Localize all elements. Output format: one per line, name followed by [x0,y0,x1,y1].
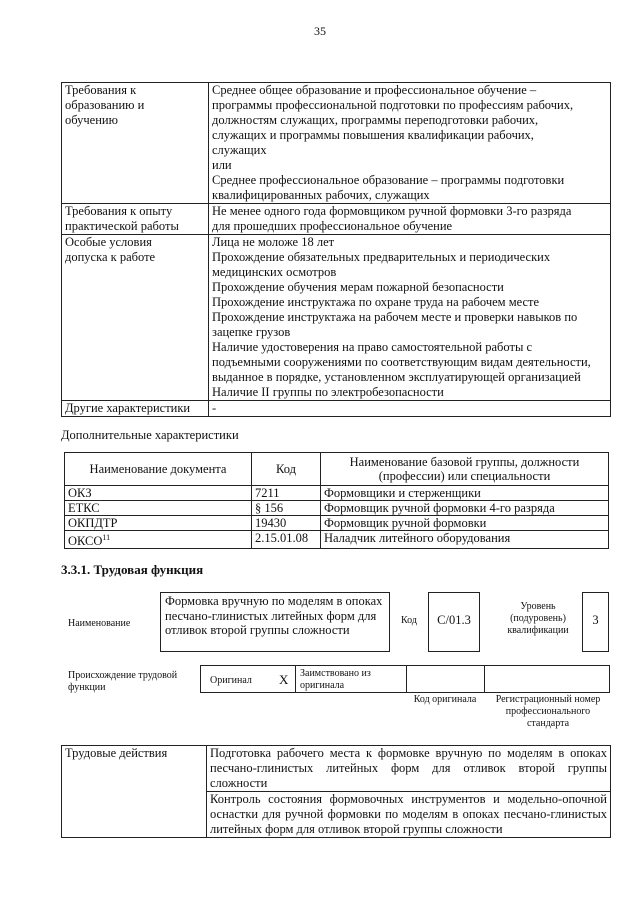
requirement-value-line: Среднее профессиональное образование – программы подготовки [212,173,565,187]
requirement-label-line: Требования к опыту [65,204,173,218]
document-cell [65,501,252,516]
requirement-label [62,235,209,401]
requirement-value [209,83,611,204]
code-cell: 19430 [252,516,321,531]
group-name-cell: Формовщики и стерженщики [321,486,609,501]
table-row [62,204,611,235]
requirement-value-line: служащих [212,143,267,157]
origin-divider [295,665,296,693]
table-row [62,83,611,204]
table-row [65,501,609,516]
requirement-value-line: или [212,158,232,172]
requirement-value-line: Прохождение инструктажа на рабочем месте и проверки навыков по [212,310,578,324]
table-row [62,746,611,792]
table-row [62,235,611,401]
requirement-value-line: зацепке грузов [212,325,291,339]
original-mark: X [279,672,289,687]
requirement-value-line: служащих и программы повышения квалификации рабочих, [212,128,534,142]
document-name: ОКЗ [68,486,92,500]
document-cell [65,516,252,531]
additional-characteristics-table [64,452,609,549]
requirement-value [209,235,611,401]
requirement-value-line: для прошедших профессиональное обучение [212,219,453,233]
requirement-label-line: образованию и [65,98,145,112]
origin-row [200,665,610,693]
requirement-value-line: Прохождение обязательных предварительных и периодических [212,250,551,264]
requirement-value-line: Наличие II группы по электробезопасности [212,385,444,399]
qualification-level-box: 3 [582,592,609,652]
requirement-value-line: Прохождение инструктажа по охране труда на рабочем месте [212,295,540,309]
labour-action-item: Контроль состояния формовочных инструментов и модельно-опочной оснастки для ручной формовки по моделям в опоках песчано-глинистых литейных форм для отливок второй группы сложности [207,792,611,838]
requirement-value-line: Не менее одного года формовщиком ручной формовки 3-го разряда [212,204,572,218]
original-label: Оригинал [210,675,252,686]
origin-label: Происхождение трудовой функции [68,670,178,693]
code-cell: 7211 [252,486,321,501]
requirement-label [62,83,209,204]
requirement-value-line: медицинских осмотров [212,265,337,279]
qualification-level-label: Уровень (подуровень) квалификации [507,601,569,636]
requirement-value-line: Наличие удостоверения на право самостоятельной работы с [212,340,533,354]
column-header-document: Наименование документа [65,453,252,486]
column-header-code: Код [252,453,321,486]
requirement-value-line: Среднее общее образование и профессиональное обучение – [212,83,537,97]
requirement-label-line: Другие характеристики [65,401,191,415]
code-label: Код [401,615,417,626]
requirement-value-line: квалифицированных рабочих, служащих [212,188,430,202]
function-name-box: Формовка вручную по моделям в опоках песчано-глинистых литейных форм для отливок второй группы сложности [160,592,390,652]
table-row [65,531,609,549]
document-name: ОКСО [68,534,103,549]
requirements-table [61,82,611,417]
group-name-cell: Наладчик литейного оборудования [321,531,609,549]
section-heading: 3.3.1. Трудовая функция [61,562,204,577]
table-header-row [65,453,609,486]
requirement-value-line: программы профессиональной подготовки по профессиям рабочих, [212,98,574,112]
labour-action-item: Подготовка рабочего места к формовке вручную по моделям в опоках песчано-глинистых литейных форм для отливок второй группы сложности [207,746,611,792]
origin-divider [406,665,407,693]
table-row [62,401,611,417]
group-name-cell: Формовщик ручной формовки 4-го разряда [321,501,609,516]
requirement-label [62,204,209,235]
column-header-group-name: Наименование базовой группы, должности (профессии) или специальности [321,453,609,486]
requirement-value [209,401,611,417]
code-cell: § 156 [252,501,321,516]
requirement-label-line: Требования к [65,83,137,97]
reg-number-caption: Регистрационный номер профессионального стандарта [495,694,601,729]
requirement-label-line: обучению [65,113,118,127]
requirement-value-line: Лица не моложе 18 лет [212,235,335,249]
requirement-label-line: практической работы [65,219,179,233]
requirement-label-line: допуска к работе [65,250,156,264]
requirement-value [209,204,611,235]
group-name-cell: Формовщик ручной формовки [321,516,609,531]
requirement-value-line: Прохождение обучения мерам пожарной безопасности [212,280,504,294]
document-name: ОКПДТР [68,516,118,530]
additional-characteristics-caption: Дополнительные характеристики [61,428,239,442]
table-row [65,516,609,531]
page-number: 35 [314,24,326,38]
footnote-marker: 11 [102,533,111,542]
labour-actions-table [61,745,611,838]
function-code-box: C/01.3 [428,592,480,652]
requirement-label [62,401,209,417]
requirement-value-line: должностям служащих, программы переподготовки рабочих, [212,113,539,127]
table-row [65,486,609,501]
labour-actions-label: Трудовые действия [62,746,207,838]
requirement-value-line: - [212,401,217,415]
requirement-label-line: Особые условия [65,235,152,249]
document-cell [65,531,252,549]
origin-divider [484,665,485,693]
name-label: Наименование [68,618,131,629]
requirement-value-line: подъемными сооружениями по соответствующим видам деятельности, [212,355,591,369]
code-cell: 2.15.01.08 [252,531,321,549]
document-cell [65,486,252,501]
requirement-value-line: выданное в порядке, установленном эксплуатирующей организацией [212,370,581,384]
origin-code-caption: Код оригинала [413,694,477,705]
borrowed-label: Заимствовано из оригинала [300,668,371,691]
document-name: ЕТКС [68,501,100,515]
